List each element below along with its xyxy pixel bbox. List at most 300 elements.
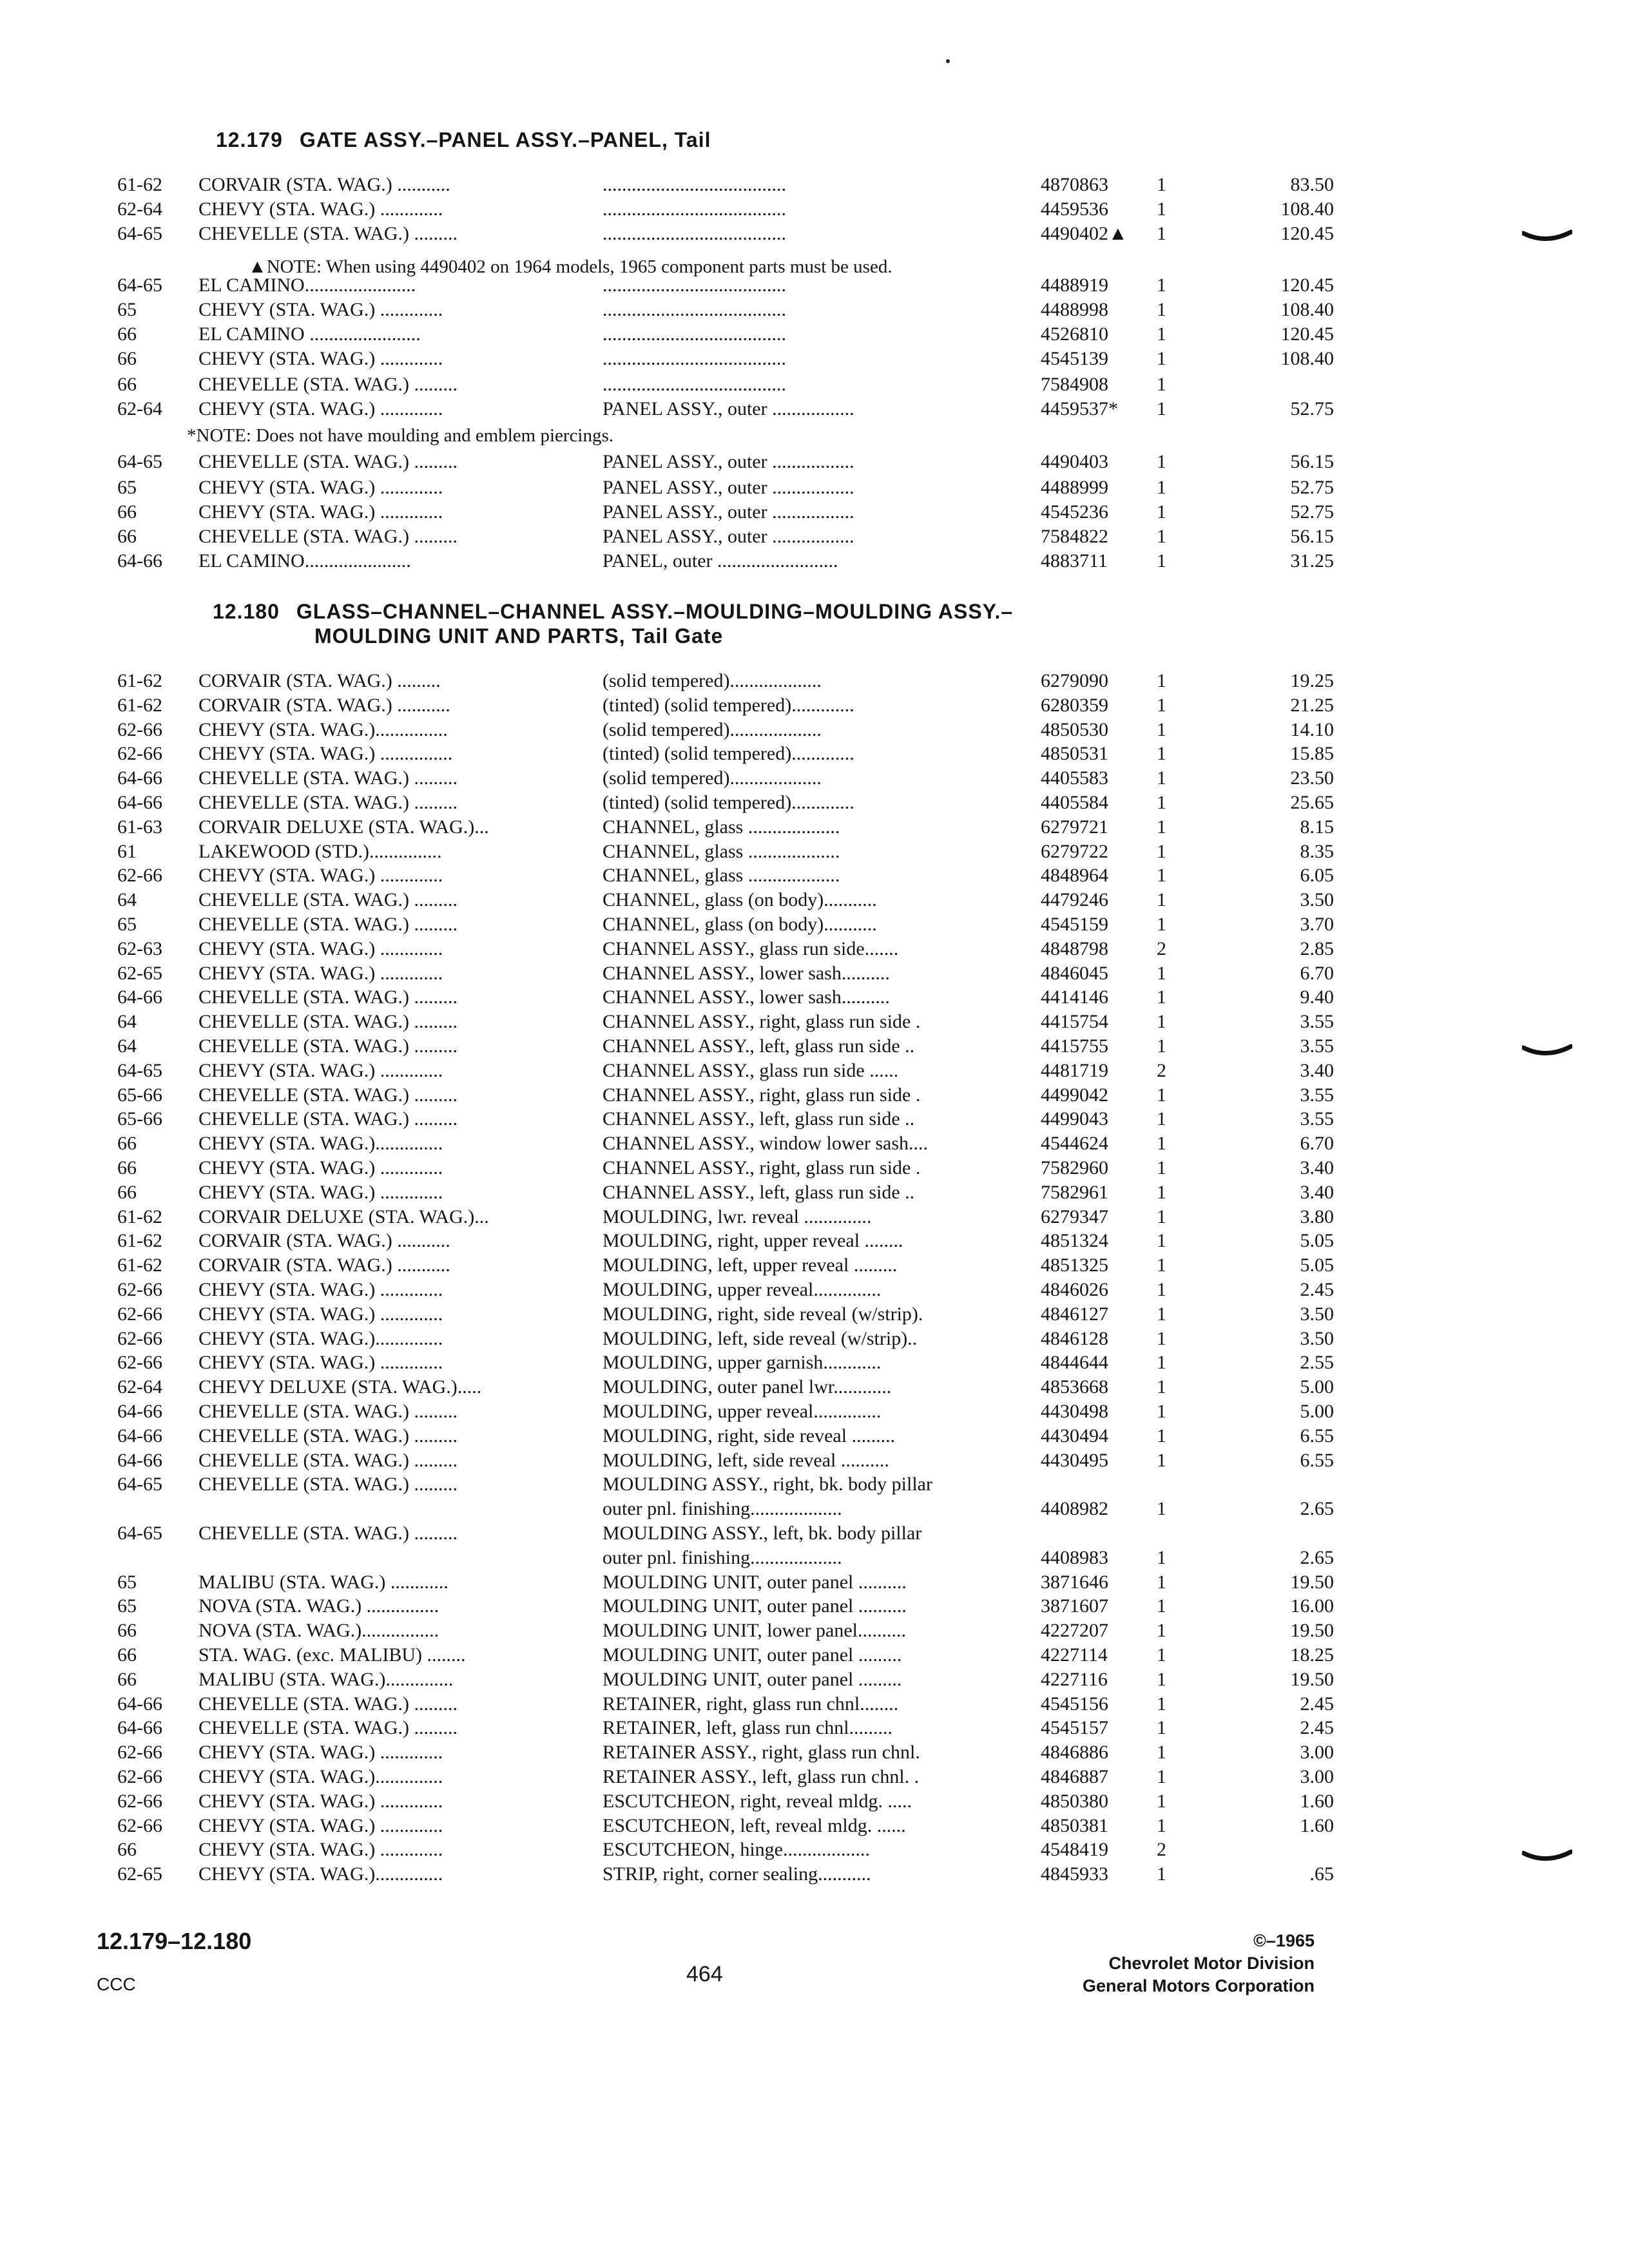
part-number: 4481719 xyxy=(1041,1059,1108,1081)
model-name: LAKEWOOD (STD.)............... xyxy=(198,840,442,862)
model-years: 65 xyxy=(117,477,137,498)
part-number: 4848798 xyxy=(1041,937,1108,959)
model-name: CHEVELLE (STA. WAG.) ......... xyxy=(198,1108,458,1130)
price: 5.05 xyxy=(1300,1254,1334,1276)
price: 5.05 xyxy=(1300,1230,1334,1252)
model-years: 62-63 xyxy=(117,937,162,959)
quantity: 1 xyxy=(1157,743,1166,765)
quantity: 1 xyxy=(1157,198,1166,220)
model-years: 65-66 xyxy=(117,1108,162,1130)
price: 3.80 xyxy=(1300,1206,1334,1227)
price: 21.25 xyxy=(1290,694,1334,716)
part-description: CHANNEL, glass ................... xyxy=(602,865,840,887)
model-years: 61-63 xyxy=(117,816,162,838)
part-number: 4846127 xyxy=(1041,1303,1108,1325)
quantity: 1 xyxy=(1157,1157,1166,1178)
part-description: ...................................... xyxy=(602,274,786,296)
part-description: PANEL ASSY., outer ................. xyxy=(602,451,854,472)
quantity: 1 xyxy=(1157,1546,1166,1568)
part-number: 4846886 xyxy=(1041,1742,1108,1763)
part-description: RETAINER, right, glass run chnl........ xyxy=(602,1693,899,1715)
price: .65 xyxy=(1309,1863,1334,1885)
model-years: 64-65 xyxy=(117,223,162,244)
model-years: 62-64 xyxy=(117,198,162,220)
quantity: 1 xyxy=(1157,398,1166,419)
table-row xyxy=(0,792,1629,816)
model-name: CHEVY (STA. WAG.) ............. xyxy=(198,937,443,959)
model-name: CHEVY (STA. WAG.) ............. xyxy=(198,1352,443,1374)
price: 3.50 xyxy=(1300,1327,1334,1349)
model-name: CHEVY (STA. WAG.) ............. xyxy=(198,1059,443,1081)
quantity: 1 xyxy=(1157,1425,1166,1446)
model-years: 66 xyxy=(117,348,137,369)
part-number: 4488919 xyxy=(1041,274,1108,296)
quantity: 1 xyxy=(1157,1693,1166,1715)
part-number: 4846128 xyxy=(1041,1327,1108,1349)
table-row xyxy=(0,1766,1629,1791)
price: 3.50 xyxy=(1300,1303,1334,1325)
part-number: 6280359 xyxy=(1041,694,1108,716)
part-number: 4883711 xyxy=(1041,550,1108,572)
price: 3.00 xyxy=(1300,1766,1334,1787)
model-years: 62-66 xyxy=(117,1742,162,1763)
model-name: CHEVY (STA. WAG.)............... xyxy=(198,718,448,740)
model-years: 64-65 xyxy=(117,274,162,296)
part-description: ...................................... xyxy=(602,223,786,244)
table-row xyxy=(0,670,1629,695)
model-name: CORVAIR DELUXE (STA. WAG.)... xyxy=(198,816,489,838)
page-number: 464 xyxy=(686,1962,723,1986)
model-name: CHEVY (STA. WAG.) ............. xyxy=(198,477,443,498)
price: 9.40 xyxy=(1300,986,1334,1008)
part-number: 4227116 xyxy=(1041,1668,1108,1690)
table-row xyxy=(0,323,1629,348)
part-number: 4850380 xyxy=(1041,1790,1108,1812)
model-name: CHEVELLE (STA. WAG.) ......... xyxy=(198,1717,458,1739)
stray-dot xyxy=(946,59,950,63)
part-number: 4414146 xyxy=(1041,986,1108,1008)
part-description: MOULDING, right, upper reveal ........ xyxy=(602,1230,903,1252)
model-name: CHEVELLE (STA. WAG.) ......... xyxy=(198,792,458,813)
model-name: CORVAIR DELUXE (STA. WAG.)... xyxy=(198,1206,489,1227)
price: 8.35 xyxy=(1300,840,1334,862)
section-range: 12.179–12.180 xyxy=(97,1928,252,1954)
model-years: 61 xyxy=(117,840,137,862)
model-name: CHEVY (STA. WAG.) ............. xyxy=(198,1790,443,1812)
table-row xyxy=(0,398,1629,423)
note: ▲NOTE: When using 4490402 on 1964 models, 1965 component parts must be used. xyxy=(248,256,892,277)
price: 3.55 xyxy=(1300,1011,1334,1033)
part-number: 4227207 xyxy=(1041,1620,1108,1642)
part-description: CHANNEL ASSY., right, glass run side . xyxy=(602,1011,921,1033)
table-row xyxy=(0,1157,1629,1182)
part-description: (solid tempered)................... xyxy=(602,670,822,691)
part-description: PANEL ASSY., outer ................. xyxy=(602,501,854,523)
price: 8.15 xyxy=(1300,816,1334,838)
model-name: MALIBU (STA. WAG.).............. xyxy=(198,1668,454,1690)
part-description: CHANNEL ASSY., left, glass run side .. xyxy=(602,1181,915,1203)
model-years: 65-66 xyxy=(117,1084,162,1106)
part-number: 4548419 xyxy=(1041,1839,1108,1861)
corporation: General Motors Corporation xyxy=(1082,1976,1315,1996)
part-number: 4846887 xyxy=(1041,1766,1108,1787)
part-number: 4430498 xyxy=(1041,1401,1108,1422)
model-years: 62-66 xyxy=(117,1766,162,1787)
table-row xyxy=(0,1839,1629,1863)
part-description: MOULDING, outer panel lwr............ xyxy=(602,1376,892,1398)
table-row xyxy=(0,719,1629,744)
quantity: 1 xyxy=(1157,1814,1166,1836)
quantity: 1 xyxy=(1157,526,1166,547)
part-number: 4844644 xyxy=(1041,1352,1108,1374)
model-years: 66 xyxy=(117,501,137,523)
part-number: 4545159 xyxy=(1041,914,1108,935)
part-description: MOULDING UNIT, outer panel ......... xyxy=(602,1644,902,1666)
part-number: 4850530 xyxy=(1041,718,1108,740)
part-number: 3871646 xyxy=(1041,1571,1108,1593)
quantity: 1 xyxy=(1157,1035,1166,1057)
price: 6.70 xyxy=(1300,1133,1334,1155)
part-number: 7582960 xyxy=(1041,1157,1108,1178)
quantity: 1 xyxy=(1157,792,1166,813)
model-name: CHEVELLE (STA. WAG.) ......... xyxy=(198,1035,458,1057)
model-name: NOVA (STA. WAG.) ............... xyxy=(198,1595,439,1617)
price: 18.25 xyxy=(1290,1644,1334,1666)
model-name: CHEVY (STA. WAG.) ............. xyxy=(198,1181,443,1203)
binding-mark xyxy=(1522,229,1572,246)
model-years: 66 xyxy=(117,1181,137,1203)
part-description: CHANNEL ASSY., right, glass run side . xyxy=(602,1084,921,1106)
model-name: CHEVELLE (STA. WAG.) ......... xyxy=(198,451,458,472)
quantity: 1 xyxy=(1157,1644,1166,1666)
price: 52.75 xyxy=(1290,477,1334,498)
table-row xyxy=(0,841,1629,865)
price: 56.15 xyxy=(1290,526,1334,547)
section-title: GLASS–CHANNEL–CHANNEL ASSY.–MOULDING–MOULDING ASSY.– xyxy=(296,600,1014,623)
part-number: 3871607 xyxy=(1041,1595,1108,1617)
price: 2.85 xyxy=(1300,937,1334,959)
model-years: 64-66 xyxy=(117,1425,162,1446)
table-row xyxy=(0,1717,1629,1742)
quantity: 1 xyxy=(1157,1376,1166,1398)
table-row xyxy=(0,1352,1629,1376)
part-description: CHANNEL ASSY., left, glass run side .. xyxy=(602,1035,915,1057)
model-name: CHEVELLE (STA. WAG.) ......... xyxy=(198,914,458,935)
model-years: 62-65 xyxy=(117,1863,162,1885)
price: 3.55 xyxy=(1300,1084,1334,1106)
section-number: 12.180 xyxy=(213,600,280,623)
quantity: 1 xyxy=(1157,1717,1166,1739)
price: 15.85 xyxy=(1290,743,1334,765)
part-description: RETAINER ASSY., right, glass run chnl. xyxy=(602,1742,920,1763)
model-years: 64-66 xyxy=(117,986,162,1008)
model-years: 62-65 xyxy=(117,962,162,984)
price: 6.55 xyxy=(1300,1449,1334,1471)
table-row xyxy=(0,963,1629,987)
model-name: CORVAIR (STA. WAG.) ........... xyxy=(198,1230,450,1252)
table-row xyxy=(0,1547,1629,1571)
model-name: CHEVY (STA. WAG.) ............. xyxy=(198,1303,443,1325)
price: 2.45 xyxy=(1300,1279,1334,1300)
part-description: (tinted) (solid tempered)............. xyxy=(602,694,854,716)
table-row xyxy=(0,1279,1629,1303)
price: 3.70 xyxy=(1300,914,1334,935)
table-row xyxy=(0,1450,1629,1474)
model-name: CHEVELLE (STA. WAG.) ......... xyxy=(198,1449,458,1471)
part-number: 7584822 xyxy=(1041,526,1108,547)
table-row xyxy=(0,1230,1629,1254)
part-number: 4459536 xyxy=(1041,198,1108,220)
model-name: CHEVELLE (STA. WAG.) ......... xyxy=(198,986,458,1008)
table-row xyxy=(0,1498,1629,1523)
price: 6.55 xyxy=(1300,1425,1334,1446)
price: 19.25 xyxy=(1290,670,1334,691)
part-number: 4405584 xyxy=(1041,792,1108,813)
division: Chevrolet Motor Division xyxy=(1108,1954,1315,1974)
model-years: 64-66 xyxy=(117,1449,162,1471)
quantity: 1 xyxy=(1157,1327,1166,1349)
part-description: ...................................... xyxy=(602,198,786,220)
table-row xyxy=(0,1328,1629,1352)
quantity: 1 xyxy=(1157,840,1166,862)
quantity: 1 xyxy=(1157,767,1166,789)
part-number: 4405583 xyxy=(1041,767,1108,789)
table-row xyxy=(0,1595,1629,1620)
part-number: 6279722 xyxy=(1041,840,1108,862)
part-number: 4545236 xyxy=(1041,501,1108,523)
price: 1.60 xyxy=(1300,1790,1334,1812)
table-row xyxy=(0,865,1629,889)
model-years: 64-65 xyxy=(117,1474,162,1495)
part-description: CHANNEL ASSY., lower sash.......... xyxy=(602,986,890,1008)
table-row xyxy=(0,1742,1629,1766)
part-number: 4853668 xyxy=(1041,1376,1108,1398)
model-years: 64-65 xyxy=(117,451,162,472)
price: 2.45 xyxy=(1300,1693,1334,1715)
part-description: STRIP, right, corner sealing........... xyxy=(602,1863,871,1885)
quantity: 1 xyxy=(1157,348,1166,369)
part-number: 4430495 xyxy=(1041,1449,1108,1471)
model-name: CHEVY (STA. WAG.) ............. xyxy=(198,962,443,984)
price: 120.45 xyxy=(1280,323,1334,345)
price: 19.50 xyxy=(1290,1571,1334,1593)
model-years: 61-62 xyxy=(117,1206,162,1227)
quantity: 1 xyxy=(1157,718,1166,740)
part-description: MOULDING, upper reveal.............. xyxy=(602,1401,882,1422)
quantity: 1 xyxy=(1157,274,1166,296)
quantity: 1 xyxy=(1157,1449,1166,1471)
price: 14.10 xyxy=(1290,718,1334,740)
model-name: CHEVY (STA. WAG.) ............. xyxy=(198,1839,443,1861)
model-name: CHEVY (STA. WAG.) ............. xyxy=(198,198,443,220)
part-description: MOULDING UNIT, lower panel.......... xyxy=(602,1620,907,1642)
part-description: ESCUTCHEON, hinge.................. xyxy=(602,1839,870,1861)
model-name: CHEVELLE (STA. WAG.) ......... xyxy=(198,1425,458,1446)
part-number: 4408982 xyxy=(1041,1498,1108,1520)
quantity: 1 xyxy=(1157,477,1166,498)
part-description: MOULDING, left, side reveal (w/strip).. xyxy=(602,1327,918,1349)
table-row xyxy=(0,1376,1629,1401)
part-description: ...................................... xyxy=(602,174,786,195)
part-number: 4545157 xyxy=(1041,1717,1108,1739)
part-description: ESCUTCHEON, right, reveal mldg. ..... xyxy=(602,1790,912,1812)
quantity: 1 xyxy=(1157,1303,1166,1325)
part-number: 4545139 xyxy=(1041,348,1108,369)
quantity: 1 xyxy=(1157,501,1166,523)
price: 120.45 xyxy=(1280,274,1334,296)
table-row xyxy=(0,174,1629,198)
part-number: 4227114 xyxy=(1041,1644,1108,1666)
table-row xyxy=(0,1571,1629,1596)
table-row xyxy=(0,1644,1629,1669)
quantity: 1 xyxy=(1157,1595,1166,1617)
quantity: 1 xyxy=(1157,174,1166,195)
model-name: CHEVELLE (STA. WAG.) ......... xyxy=(198,1401,458,1422)
part-number: 4545156 xyxy=(1041,1693,1108,1715)
model-years: 64-66 xyxy=(117,1693,162,1715)
part-number: 4846045 xyxy=(1041,962,1108,984)
price: 3.40 xyxy=(1300,1157,1334,1178)
model-name: CHEVY (STA. WAG.) ............. xyxy=(198,501,443,523)
part-number: 7582961 xyxy=(1041,1181,1108,1203)
model-years: 66 xyxy=(117,1839,137,1861)
part-description: CHANNEL ASSY., window lower sash.... xyxy=(602,1133,929,1155)
price: 25.65 xyxy=(1290,792,1334,813)
price: 3.55 xyxy=(1300,1035,1334,1057)
model-name: EL CAMINO....................... xyxy=(198,274,416,296)
model-name: CHEVY (STA. WAG.) ............. xyxy=(198,348,443,369)
quantity: 1 xyxy=(1157,1352,1166,1374)
model-years: 64-66 xyxy=(117,767,162,789)
part-description: CHANNEL, glass ................... xyxy=(602,840,840,862)
quantity: 1 xyxy=(1157,299,1166,320)
table-row xyxy=(0,767,1629,792)
table-row xyxy=(0,1815,1629,1840)
model-name: CHEVELLE (STA. WAG.) ......... xyxy=(198,1011,458,1033)
section-title: GATE ASSY.–PANEL ASSY.–PANEL, Tail xyxy=(299,128,711,151)
quantity: 1 xyxy=(1157,1279,1166,1300)
part-description: RETAINER, left, glass run chnl......... xyxy=(602,1717,893,1739)
table-row xyxy=(0,889,1629,914)
table-row xyxy=(0,348,1629,372)
part-description: (solid tempered)................... xyxy=(602,718,822,740)
price: 108.40 xyxy=(1280,198,1334,220)
model-name: CHEVY DELUXE (STA. WAG.)..... xyxy=(198,1376,482,1398)
section-number: 12.179 xyxy=(216,128,283,151)
table-row xyxy=(0,914,1629,938)
model-years: 66 xyxy=(117,1644,137,1666)
binding-mark xyxy=(1522,1849,1572,1866)
model-name: MALIBU (STA. WAG.) ............ xyxy=(198,1571,448,1593)
part-description: ...................................... xyxy=(602,323,786,345)
part-number: 4850381 xyxy=(1041,1814,1108,1836)
table-row xyxy=(0,1206,1629,1231)
part-description: CHANNEL, glass (on body)........... xyxy=(602,914,877,935)
part-description: MOULDING, left, side reveal .......... xyxy=(602,1449,889,1471)
part-number: 6279347 xyxy=(1041,1206,1108,1227)
part-description: MOULDING UNIT, outer panel ......... xyxy=(602,1668,902,1690)
model-years: 64-65 xyxy=(117,1059,162,1081)
quantity: 1 xyxy=(1157,865,1166,887)
quantity: 1 xyxy=(1157,1084,1166,1106)
price: 52.75 xyxy=(1290,501,1334,523)
part-number: 4488998 xyxy=(1041,299,1108,320)
model-name: STA. WAG. (exc. MALIBU) ........ xyxy=(198,1644,466,1666)
part-description: (tinted) (solid tempered)............. xyxy=(602,743,854,765)
part-description: MOULDING UNIT, outer panel .......... xyxy=(602,1571,907,1593)
part-description: MOULDING, right, side reveal (w/strip). xyxy=(602,1303,923,1325)
table-row xyxy=(0,1035,1629,1060)
quantity: 1 xyxy=(1157,694,1166,716)
part-number: 4845933 xyxy=(1041,1863,1108,1885)
price: 108.40 xyxy=(1280,348,1334,369)
quantity: 1 xyxy=(1157,1668,1166,1690)
copyright: ©–1965 xyxy=(1253,1931,1315,1950)
price: 23.50 xyxy=(1290,767,1334,789)
part-description: MOULDING, left, upper reveal ......... xyxy=(602,1254,898,1276)
price: 2.55 xyxy=(1300,1352,1334,1374)
table-row xyxy=(0,501,1629,526)
model-years: 65 xyxy=(117,1571,137,1593)
model-years: 64-66 xyxy=(117,792,162,813)
part-description: ...................................... xyxy=(602,299,786,320)
section-title-continued: MOULDING UNIT AND PARTS, Tail Gate xyxy=(314,624,724,648)
part-description: PANEL ASSY., outer ................. xyxy=(602,398,854,419)
price: 3.40 xyxy=(1300,1181,1334,1203)
model-years: 65 xyxy=(117,1595,137,1617)
model-name: CHEVELLE (STA. WAG.) ......... xyxy=(198,1693,458,1715)
part-number: 7584908 xyxy=(1041,374,1108,395)
table-row xyxy=(0,1303,1629,1328)
model-name: CHEVELLE (STA. WAG.) ......... xyxy=(198,1523,458,1544)
part-number: 6279090 xyxy=(1041,670,1108,691)
part-number: 4415754 xyxy=(1041,1011,1108,1033)
table-row xyxy=(0,1401,1629,1425)
model-years: 64-66 xyxy=(117,1717,162,1739)
quantity: 1 xyxy=(1157,1230,1166,1252)
note: *NOTE: Does not have moulding and emblem piercings. xyxy=(187,425,614,446)
quantity: 1 xyxy=(1157,1401,1166,1422)
price: 6.05 xyxy=(1300,865,1334,887)
quantity: 1 xyxy=(1157,1620,1166,1642)
publisher-block xyxy=(1083,1930,1315,1997)
model-years: 66 xyxy=(117,1157,137,1178)
table-row xyxy=(0,550,1629,575)
model-years: 66 xyxy=(117,374,137,395)
part-description: CHANNEL ASSY., left, glass run side .. xyxy=(602,1108,915,1130)
price: 56.15 xyxy=(1290,451,1334,472)
quantity: 2 xyxy=(1157,1059,1166,1081)
price: 31.25 xyxy=(1290,550,1334,572)
model-years: 62-66 xyxy=(117,1279,162,1300)
table-row xyxy=(0,1474,1629,1498)
table-row xyxy=(0,1182,1629,1206)
quantity: 1 xyxy=(1157,1108,1166,1130)
model-name: CHEVY (STA. WAG.) ............. xyxy=(198,1279,443,1300)
part-number: 4526810 xyxy=(1041,323,1108,345)
model-name: EL CAMINO...................... xyxy=(198,550,411,572)
part-number: 4544624 xyxy=(1041,1133,1108,1155)
price: 83.50 xyxy=(1290,174,1334,195)
section-heading xyxy=(216,128,711,152)
quantity: 1 xyxy=(1157,889,1166,911)
quantity: 1 xyxy=(1157,914,1166,935)
model-name: CHEVY (STA. WAG.).............. xyxy=(198,1327,443,1349)
part-number: 6279721 xyxy=(1041,816,1108,838)
table-row xyxy=(0,1254,1629,1279)
part-description: outer pnl. finishing................... xyxy=(602,1498,842,1520)
quantity: 1 xyxy=(1157,816,1166,838)
